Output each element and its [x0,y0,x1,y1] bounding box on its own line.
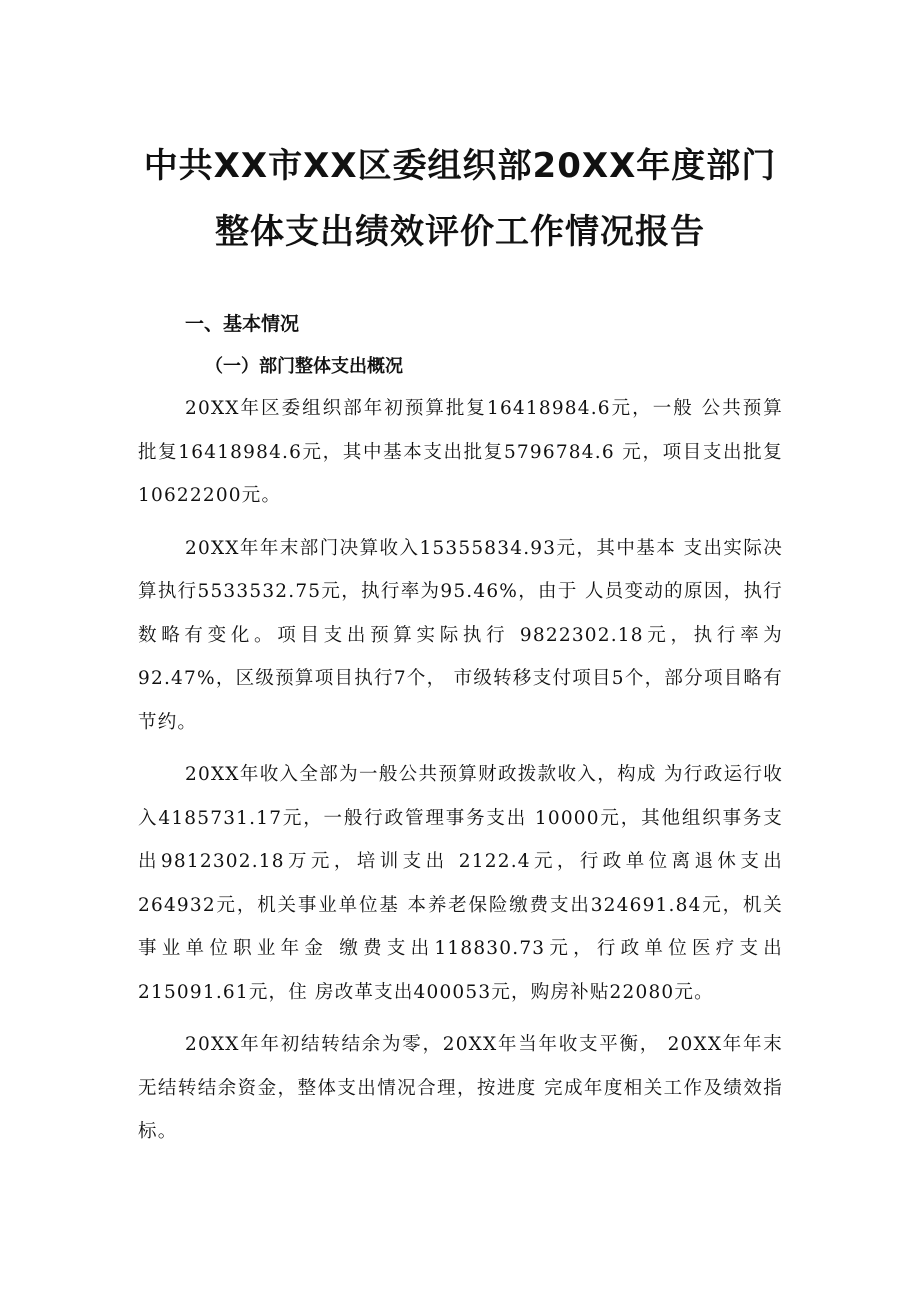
document-title-line2: 整体支出绩效评价工作情况报告 [215,212,705,252]
paragraph-balance-summary: 20XX年年初结转结余为零，20XX年当年收支平衡， 20XX年年末无结转结余资金，整体支出情况合理，按进度 完成年度相关工作及绩效指标。 [138,1034,783,1142]
subsection-heading-expenditure-overview: （一）部门整体支出概况 [205,356,403,377]
paragraph-budget-approval: 20XX年区委组织部年初预算批复16418984.6元，一般 公共预算批复16418984.6元，其中基本支出批复5796784.6 元，项目支出批复10622200元。 [138,398,783,506]
document-title-line1: 中共XX市XX区委组织部20XX年度部门 [143,146,777,186]
section-heading-basic-info: 一、基本情况 [185,313,300,335]
body-text [138,387,783,1163]
paragraph-income-composition: 20XX年收入全部为一般公共预算财政拨款收入，构成 为行政运行收入4185731.17元，一般行政管理事务支出 10000元，其他组织事务支出9812302.18万元，培训支出 2122.4元，行政单位离退休支出264932元，机关事业单位基 本养老保险缴费支出324691.84元，机关事业单位职业年金 缴费支出118830.73元，行政单位医疗支出215091.61元，住 房改革支出400053元，购房补贴22080元。 [138,764,783,1003]
paragraph-final-accounts: 20XX年年末部门决算收入15355834.93元，其中基本 支出实际决算执行5533532.75元，执行率为95.46%，由于 人员变动的原因，执行数略有变化。项目支出预算实际执行 9822302.18元，执行率为92.47%，区级预算项目执行7个， 市级转移支付项目5个，部分项目略有节约。 [138,537,783,733]
